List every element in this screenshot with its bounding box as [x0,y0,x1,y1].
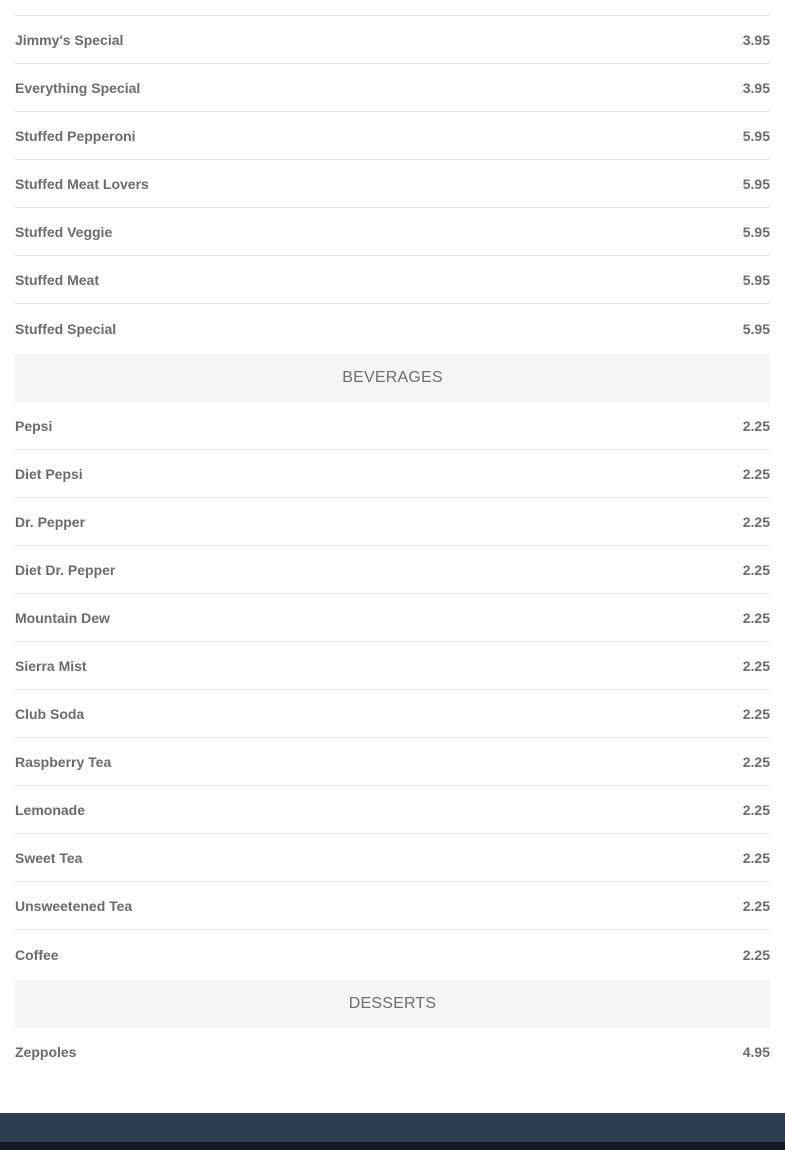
item-price: 5.95 [742,175,770,192]
divider [15,0,770,16]
section-title-beverages: BEVERAGES [15,354,770,402]
menu-item [15,882,770,930]
item-name: Sierra Mist [15,657,87,674]
menu-item [15,594,770,642]
item-name: Stuffed Meat [15,271,99,288]
menu-item [15,642,770,690]
menu-item [15,1028,770,1075]
item-name: Stuffed Veggie [15,223,113,240]
item-name: Stuffed Pepperoni [15,127,136,144]
menu-item [15,786,770,834]
footer [0,1113,785,1142]
item-price: 2.25 [742,609,770,626]
desserts-section [15,980,770,1075]
menu-item [15,690,770,738]
menu-item [15,304,770,354]
item-price: 2.25 [742,801,770,818]
menu-item [15,930,770,980]
menu-item [15,208,770,256]
specials-section [15,16,770,354]
item-price: 2.25 [742,417,770,434]
item-price: 2.25 [742,753,770,770]
item-name: Lemonade [15,801,86,818]
menu-item [15,450,770,498]
item-name: Pepsi [15,417,53,434]
menu-item [15,402,770,450]
item-price: 5.95 [742,127,770,144]
item-price: 2.25 [742,465,770,482]
menu-item [15,834,770,882]
menu-item [15,738,770,786]
item-price: 3.95 [742,79,770,96]
menu-item [15,64,770,112]
item-price: 2.25 [742,513,770,530]
item-name: Mountain Dew [15,609,110,626]
item-name: Diet Pepsi [15,465,83,482]
item-name: Unsweetened Tea [15,897,133,914]
item-name: Sweet Tea [15,849,83,866]
item-price: 5.95 [742,223,770,240]
section-title-desserts: DESSERTS [15,980,770,1028]
item-price: 2.25 [742,947,770,963]
menu-list [15,0,770,1075]
item-name: Stuffed Special [15,321,117,337]
item-name: Coffee [15,947,59,963]
item-name: Raspberry Tea [15,753,112,770]
menu-item [15,498,770,546]
item-price: 3.95 [742,31,770,48]
menu-item [15,160,770,208]
footer-bottom-strip [0,1142,785,1150]
item-price: 2.25 [742,705,770,722]
menu-item [15,112,770,160]
item-name: Club Soda [15,705,85,722]
menu-item [15,16,770,64]
item-name: Diet Dr. Pepper [15,561,116,578]
menu-item [15,256,770,304]
beverages-section [15,354,770,980]
item-price: 4.95 [742,1043,770,1060]
item-name: Jimmy's Special [15,31,124,48]
item-price: 2.25 [742,561,770,578]
item-price: 2.25 [742,897,770,914]
item-name: Everything Special [15,79,141,96]
item-price: 5.95 [742,321,770,337]
item-price: 2.25 [742,657,770,674]
item-name: Zeppoles [15,1043,77,1060]
item-name: Dr. Pepper [15,513,86,530]
item-price: 2.25 [742,849,770,866]
menu-item [15,546,770,594]
item-name: Stuffed Meat Lovers [15,175,149,192]
item-price: 5.95 [742,271,770,288]
